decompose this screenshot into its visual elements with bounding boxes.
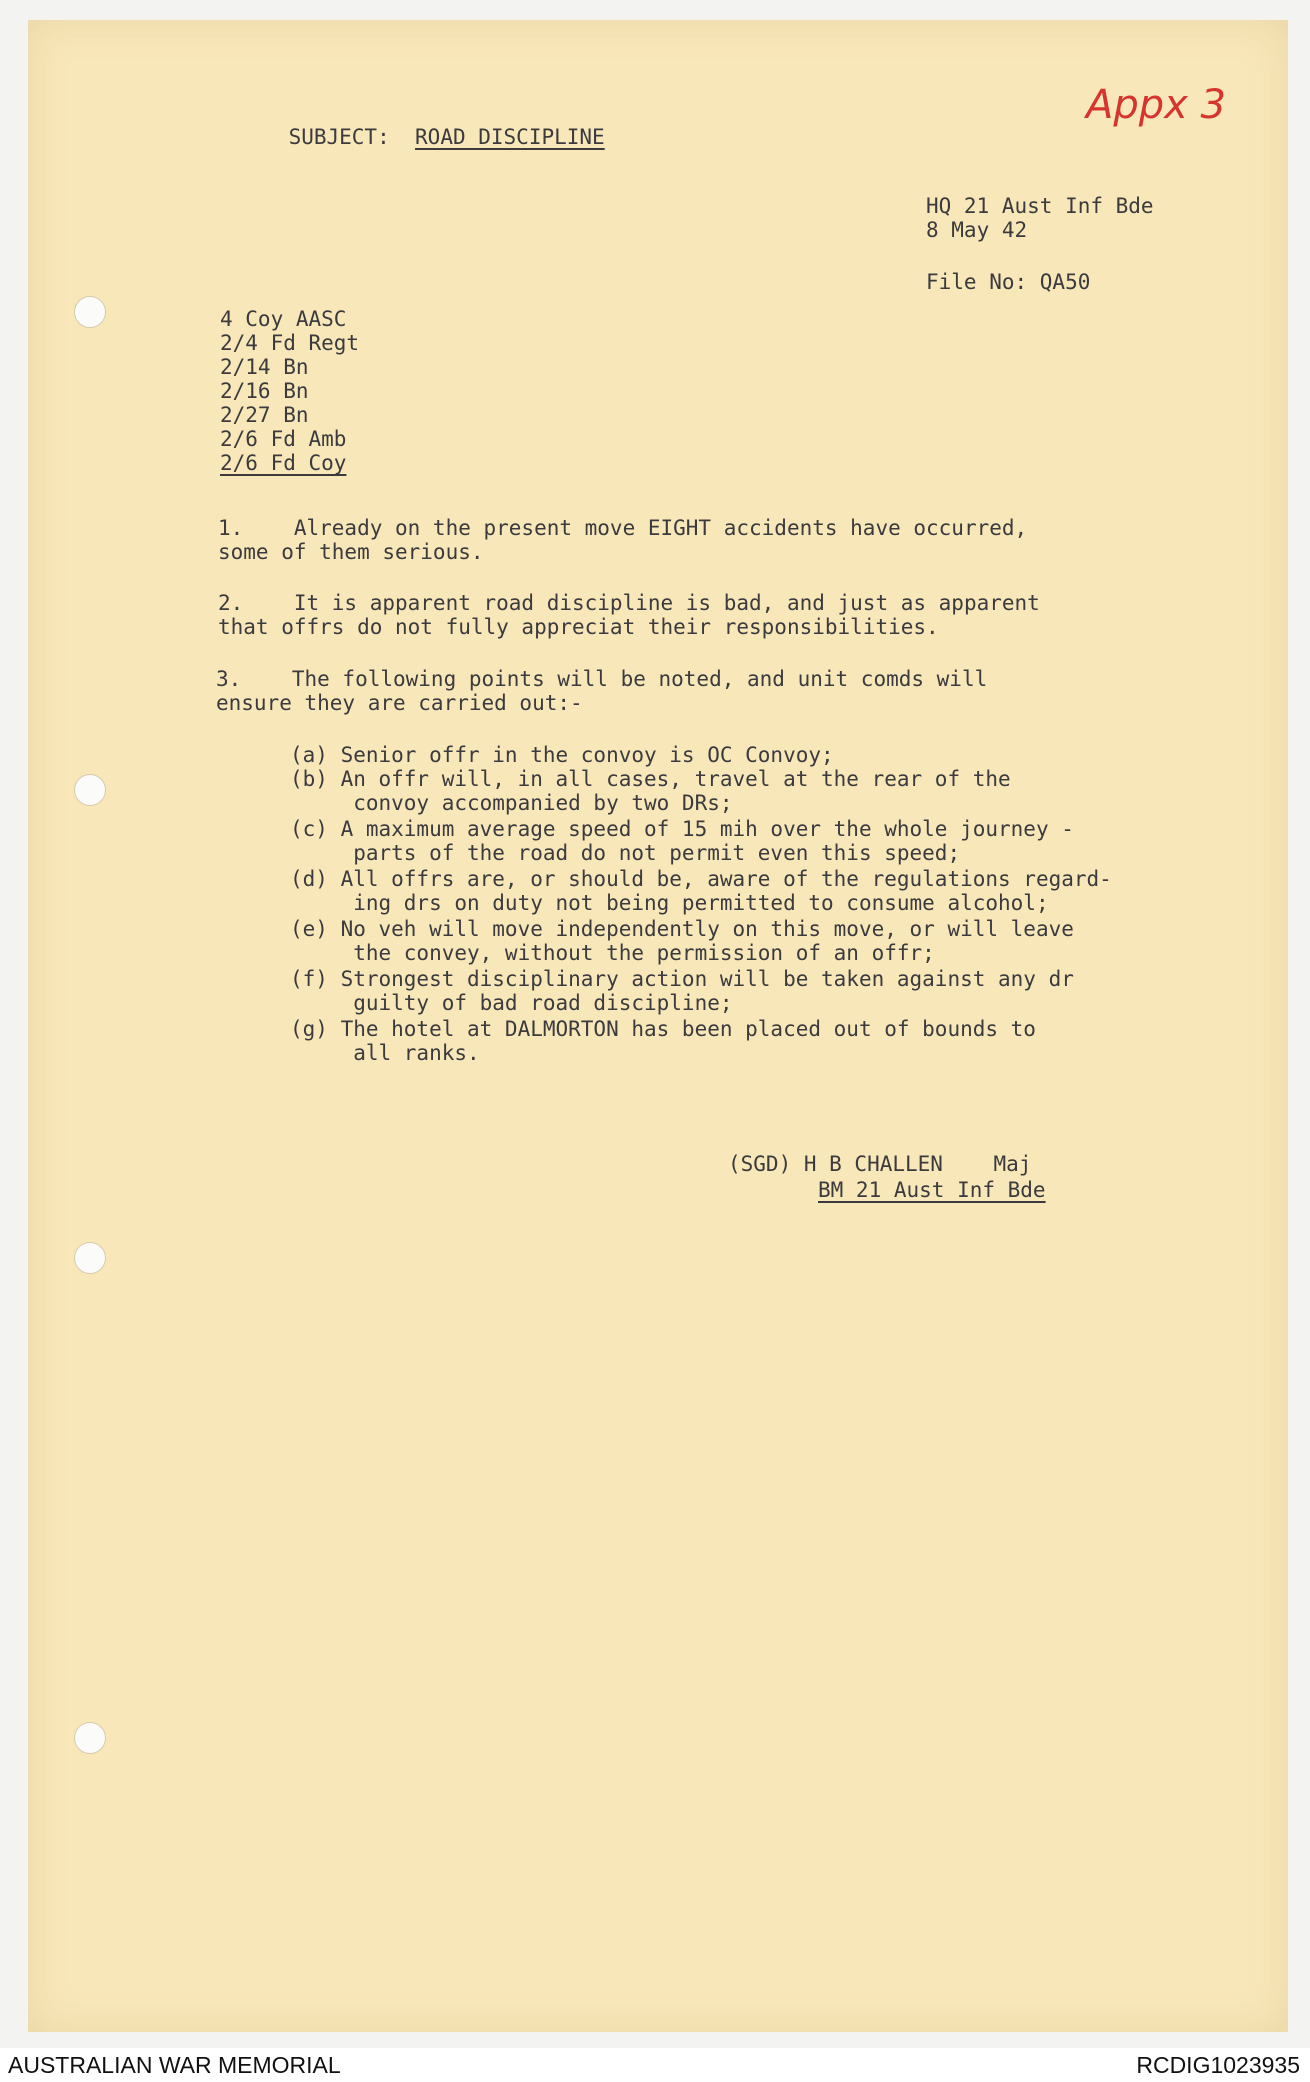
archive-footer bbox=[0, 2048, 1310, 2082]
addressee: 2/14 Bn bbox=[220, 355, 309, 379]
point-line: guilty of bad road discipline; bbox=[290, 991, 733, 1015]
punch-hole bbox=[74, 774, 106, 806]
archive-name: AUSTRALIAN WAR MEMORIAL bbox=[8, 2052, 341, 2078]
addressee: 2/16 Bn bbox=[220, 379, 309, 403]
paragraph-2-line-1: 2. It is apparent road discipline is bad, and just as apparent bbox=[218, 591, 1040, 615]
addressee: 2/27 Bn bbox=[220, 403, 309, 427]
paragraph-1-line-2: some of them serious. bbox=[218, 540, 484, 564]
document-page bbox=[28, 20, 1288, 2032]
paragraph-1-line-1: 1. Already on the present move EIGHT accidents have occurred, bbox=[218, 516, 1028, 540]
subject-title: ROAD DISCIPLINE bbox=[415, 125, 605, 149]
point-line: (g) The hotel at DALMORTON has been placed out of bounds to bbox=[290, 1017, 1036, 1041]
point-line: the convey, without the permission of an offr; bbox=[290, 941, 935, 965]
addressee: 2/6 Fd Amb bbox=[220, 427, 347, 451]
point-line: (a) Senior offr in the convoy is OC Convoy; bbox=[290, 743, 834, 767]
file-number: File No: QA50 bbox=[926, 270, 1091, 294]
point-line: convoy accompanied by two DRs; bbox=[290, 791, 733, 815]
addressee: 2/4 Fd Regt bbox=[220, 331, 360, 355]
archive-reference: RCDIG1023935 bbox=[1136, 2052, 1300, 2078]
handwritten-annotation bbox=[1086, 82, 1236, 152]
paragraph-2-line-2: that offrs do not fully appreciat their responsibilities. bbox=[218, 615, 939, 639]
subject-line bbox=[238, 100, 605, 175]
point-line: (c) A maximum average speed of 15 mih over the whole journey - bbox=[290, 817, 1074, 841]
subject-label: SUBJECT: bbox=[288, 125, 390, 149]
hq-line: HQ 21 Aust Inf Bde bbox=[926, 194, 1154, 218]
point-line: (b) An offr will, in all cases, travel at the rear of the bbox=[290, 767, 1011, 791]
paragraph-3-line-1: 3. The following points will be noted, and unit comds will bbox=[216, 667, 988, 691]
addressee: 4 Coy AASC bbox=[220, 307, 347, 331]
punch-hole bbox=[74, 1242, 106, 1274]
point-line: (d) All offrs are, or should be, aware of the regulations regard- bbox=[290, 867, 1112, 891]
addressee: 2/6 Fd Coy bbox=[220, 451, 347, 475]
punch-hole bbox=[74, 296, 106, 328]
point-line: (f) Strongest disciplinary action will be taken against any dr bbox=[290, 967, 1074, 991]
point-line: (e) No veh will move independently on this move, or will leave bbox=[290, 917, 1074, 941]
paragraph-3-line-2: ensure they are carried out:- bbox=[216, 691, 583, 715]
point-line: all ranks. bbox=[290, 1041, 480, 1065]
signature-appointment: BM 21 Aust Inf Bde bbox=[818, 1178, 1046, 1202]
date-line: 8 May 42 bbox=[926, 218, 1028, 242]
punch-hole bbox=[74, 1722, 106, 1754]
point-line: parts of the road do not permit even this speed; bbox=[290, 841, 961, 865]
annotation-text: Appx 3 bbox=[1086, 82, 1226, 128]
signature-name: (SGD) H B CHALLEN Maj bbox=[728, 1152, 1032, 1176]
point-line: ing drs on duty not being permitted to consume alcohol; bbox=[290, 891, 1049, 915]
